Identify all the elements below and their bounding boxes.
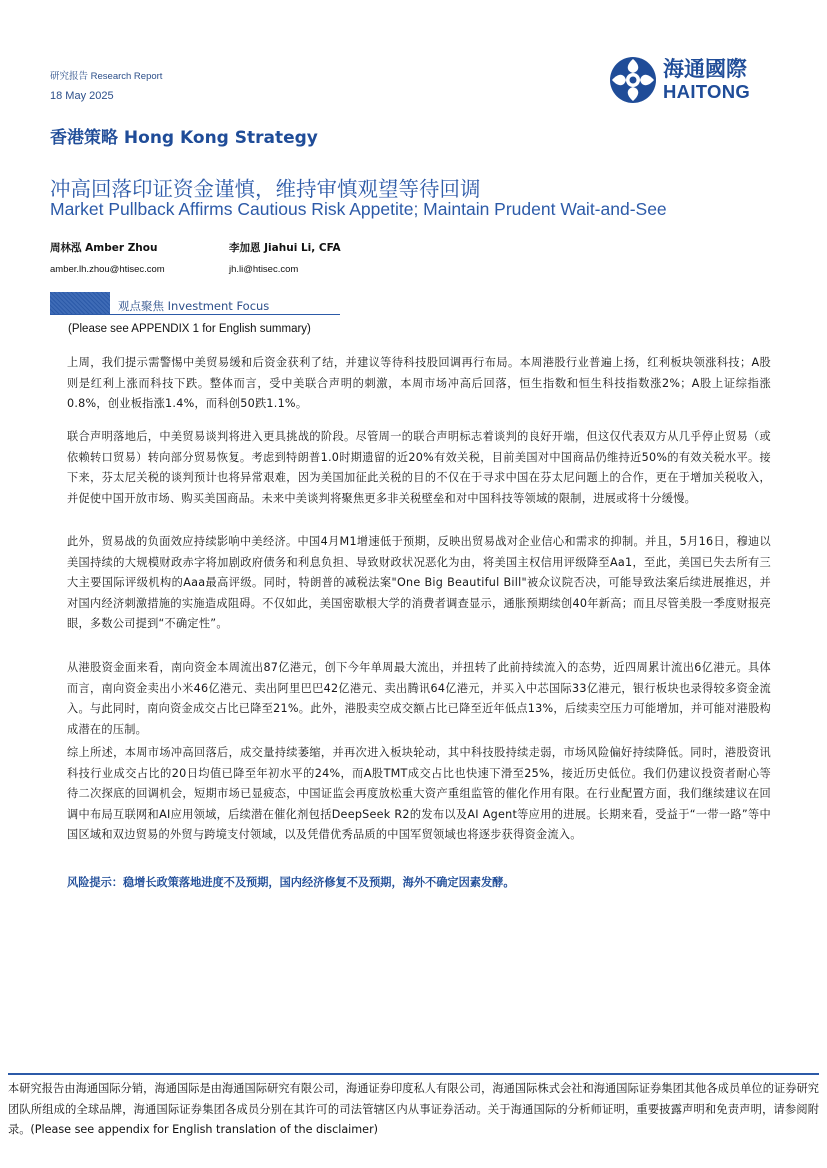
focus-divider [50,314,340,315]
footer-disclaimer: 本研究报告由海通国际分销，海通国际是由海通国际研究有限公司，海通证券印度私人有限公司，海通国际株式会社和海通国际证券集团其他各成员单位的证券研究团队所组成的全球品牌，海通国际证券集团各成员分别在其许可的司法管辖区内从事证券活动。关于海通国际的分析师证明，重要披露声明和免责声明，请参阅附录。(Please see appendix for English translation of the disclaimer) [8,1082,819,1136]
appendix-note: (Please see APPENDIX 1 for English summary) [68,323,311,335]
body-paragraph: 联合声明落地后，中美贸易谈判将进入更具挑战的阶段。尽管周一的联合声明标志着谈判的良好开端，但这仅代表双方从几乎停止贸易（或依赖转口贸易）转向部分贸易恢复。考虑到特朗普1.0时期遗留的近20%有效关税，目前美国对中国商品仍维持近50%的有效关税水平。接下来，芬太尼关税的谈判预计也将异常艰难，因为美国加征此关税的目的不仅在于寻求中国在芬太尼问题上的合作，更在于增加关税收入，并促使中国开放市场、购买美国商品。未来中美谈判将聚焦更多非关税壁垒和对中国科技等领域的限制，进展或将十分缓慢。 [67,430,771,505]
report-date: 18 May 2025 [50,90,114,102]
body-paragraph: 此外，贸易战的负面效应持续影响中美经济。中国4月M1增速低于预期，反映出贸易战对企业信心和需求的抑制。并且，5月16日，穆迪以美国持续的大规模财政赤字将加剧政府债务和利息负担、导致财政状况恶化为由，将美国主权信用评级降至Aa1，至此，美国已失去所有三大主要国际评级机构的Aaa最高评级。同时，特朗普的减税法案"One Big Beautiful Bill"被众议院否决，可能导致法案后续进展推迟，并对国内经济刺激措施的实施造成阻碍。不仅如此，美国密歇根大学的消费者调查显示，通胀预期续创40年新高；而且尽管美股一季度财报亮眼，多数公司提到“不确定性”。 [67,535,771,630]
body-paragraph: 综上所述，本周市场冲高回落后，成交量持续萎缩，并再次进入板块轮动，其中科技股持续走弱，市场风险偏好持续降低。同时，港股资讯科技行业成交占比的20日均值已降至年初水平的24%，而A股TMT成交占比也快速下滑至25%，接近历史低位。我们仍建议投资者耐心等待二次探底的回调机会，短期市场已显疲态，中国证监会再度放松重大资产重组监管的催化作用有限。在行业配置方面，我们继续建议在回调中布局互联网和AI应用领域，后续潜在催化剂包括DeepSeek R2的发布以及AI Agent等应用的进展。长期来看，受益于“一带一路”等中国区域和双边贸易的外贸与跨境支付领域，以及凭借优秀品质的中国军贸领域也将逐步获得资金流入。 [67,746,771,841]
author-name: 李加恩 Jiahui Li, CFA [229,242,341,254]
author-email[interactable]: amber.lh.zhou@htisec.com [50,264,165,275]
focus-label: 观点聚焦 Investment Focus [118,299,270,313]
footer-divider [8,1073,819,1075]
body-paragraph: 从港股资金面来看，南向资金本周流出87亿港元，创下今年单周最大流出，并扭转了此前持续流入的态势，近四周累计流出6亿港元。具体而言，南向资金卖出小米46亿港元、卖出阿里巴巴42亿港元、卖出腾讯64亿港元，并买入中芯国际33亿港元，银行板块也录得较多资金流入。与此同时，南向资金成交占比已降至21%。此外，港股卖空成交额占比已降至近年低点13%，后续卖空压力可能增加，并可能对港股构成潜在的压制。 [67,661,771,736]
strategy-label: 香港策略 Hong Kong Strategy [50,128,318,148]
haitong-logo-icon [608,55,658,105]
report-type: 研究报告 Research Report [50,71,163,82]
title-chinese: 冲高回落印证资金谨慎，维持审慎观望等待回调 [50,177,481,201]
logo-english-name: HAITONG [663,81,751,102]
body-paragraph: 上周，我们提示需警惕中美贸易缓和后资金获利了结，并建议等待科技股回调再行布局。本周港股行业普遍上扬，红利板块领涨科技；A股则是红利上涨而科技下跌。整体而言，受中美联合声明的刺激，本周市场冲高后回落，恒生指数和恒生科技指数涨2%；A股上证综指涨0.8%，创业板指涨1.4%，而科创50跌1.1%。 [67,356,771,410]
haitong-logo [608,54,770,106]
focus-marker [50,292,110,314]
author-email[interactable]: jh.li@htisec.com [229,264,299,275]
author-name: 周林泓 Amber Zhou [50,242,158,254]
title-english: Market Pullback Affirms Cautious Risk Appetite; Maintain Prudent Wait-and-See [50,199,667,219]
risk-warning: 风险提示：稳增长政策落地进度不及预期，国内经济修复不及预期，海外不确定因素发酵。 [67,876,515,889]
logo-chinese-name: 海通國際 [663,57,747,81]
